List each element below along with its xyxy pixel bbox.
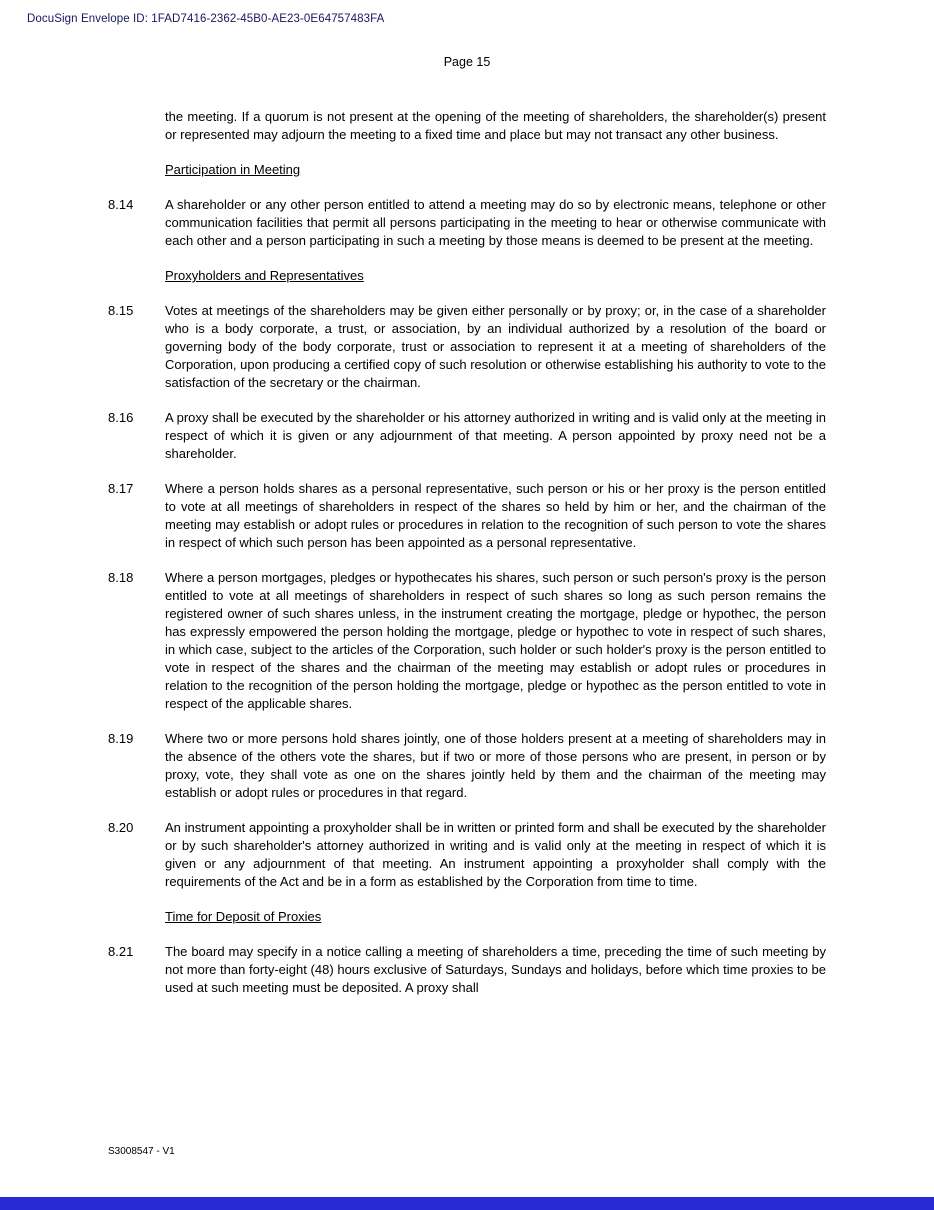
section-heading: Participation in Meeting <box>165 162 301 177</box>
section-heading: Time for Deposit of Proxies <box>165 909 322 924</box>
clause-number: 8.20 <box>108 820 134 835</box>
clause-text: A shareholder or any other person entitled to attend a meeting may do so by electronic means, telephone or other communication facilities that permit all persons participating in the meeting to hear or otherwise communicate with each other and a person participating in such a meeting by those means is deemed to be present at the meeting. <box>165 197 826 248</box>
clause-8.18 <box>108 569 826 713</box>
clause-number: 8.15 <box>108 303 134 318</box>
clause-number: 8.21 <box>108 944 134 959</box>
clause-number: 8.17 <box>108 481 134 496</box>
clause-text: Where two or more persons hold shares jointly, one of those holders present at a meeting of shareholders may in the absence of the others vote the shares, but if two or more of those persons who are present, in person or by proxy, vote, they shall vote as one on the shares jointly held by them and the chairman of the meeting may establish or adopt rules or procedures in that regard. <box>165 731 826 800</box>
clause-number: 8.14 <box>108 197 134 212</box>
document-body <box>108 108 826 1014</box>
docusign-footer-bar <box>0 1197 934 1210</box>
clause-8.17 <box>108 480 826 552</box>
clause-8.14 <box>108 196 826 250</box>
clause-number: 8.18 <box>108 570 134 585</box>
page-number: Page 15 <box>443 55 491 69</box>
clause-number: 8.16 <box>108 410 134 425</box>
clause-8.21 <box>108 943 826 997</box>
docusign-envelope-id: DocuSign Envelope ID: 1FAD7416-2362-45B0-AE23-0E64757483FA <box>27 13 385 25</box>
continuation-paragraph <box>108 108 826 144</box>
clause-8.15 <box>108 302 826 392</box>
clause-text: the meeting. If a quorum is not present at the opening of the meeting of shareholders, the shareholder(s) present or represented may adjourn the meeting to a fixed time and place but may not transact any other business. <box>165 109 826 142</box>
clause-text: The board may specify in a notice calling a meeting of shareholders a time, preceding the time of such meeting by not more than forty-eight (48) hours exclusive of Saturdays, Sundays and holidays, before which time proxies to be used at such meeting must be deposited. A proxy shall <box>165 944 826 995</box>
clause-text: Where a person mortgages, pledges or hypothecates his shares, such person or such person's proxy is the person entitled to vote at all meetings of shareholders in respect of such shares so long as such person remains the registered owner of such shares unless, in the instrument creating the mortgage, pledge or hypothec, the person has expressly empowered the person holding the mortgage, pledge or hypothec to vote in respect of such shares, in which case, subject to the articles of the Corporation, such holder or such holder's proxy is the person entitled to vote in respect of the shares and the chairman of the meeting may establish or adopt rules or procedures in relation to the recognition of the person holding the mortgage, pledge or hypothec as the person entitled to vote in respect of the applicable shares. <box>165 570 826 711</box>
clause-8.16 <box>108 409 826 463</box>
clause-text: Votes at meetings of the shareholders may be given either personally or by proxy; or, in the case of a shareholder who is a body corporate, a trust, or association, by an individual authorized by a resolution of the board or governing body of the body corporate, trust or association to represent it at a meeting of shareholders of the Corporation, upon producing a certified copy of such resolution or otherwise establishing his authority to vote to the satisfaction of the secretary or the chairman. <box>165 303 826 390</box>
clause-text: An instrument appointing a proxyholder shall be in written or printed form and shall be executed by the shareholder or by such shareholder's attorney authorized in writing and is valid only at the meeting in respect of which it is given or any adjournment of that meeting. An instrument appointing a proxyholder shall comply with the requirements of the Act and be in a form as established by the Corporation from time to time. <box>165 820 826 889</box>
clause-text: A proxy shall be executed by the shareholder or his attorney authorized in writing and is valid only at the meeting in respect of which it is given or any adjournment of that meeting. A person appointed by proxy need not be a shareholder. <box>165 410 826 461</box>
clause-text: Where a person holds shares as a personal representative, such person or his or her proxy is the person entitled to vote at all meetings of shareholders in respect of the shares so held by him or her, and the chairman of the meeting may establish or adopt rules or procedures in relation to the recognition of such person to vote the shares in respect of which such person has been appointed as a personal representative. <box>165 481 826 550</box>
clause-number: 8.19 <box>108 731 134 746</box>
clause-8.20 <box>108 819 826 891</box>
clause-8.19 <box>108 730 826 802</box>
section-heading: Proxyholders and Representatives <box>165 268 364 283</box>
document-reference: S3008547 - V1 <box>108 1146 175 1157</box>
clause-number <box>108 108 165 144</box>
